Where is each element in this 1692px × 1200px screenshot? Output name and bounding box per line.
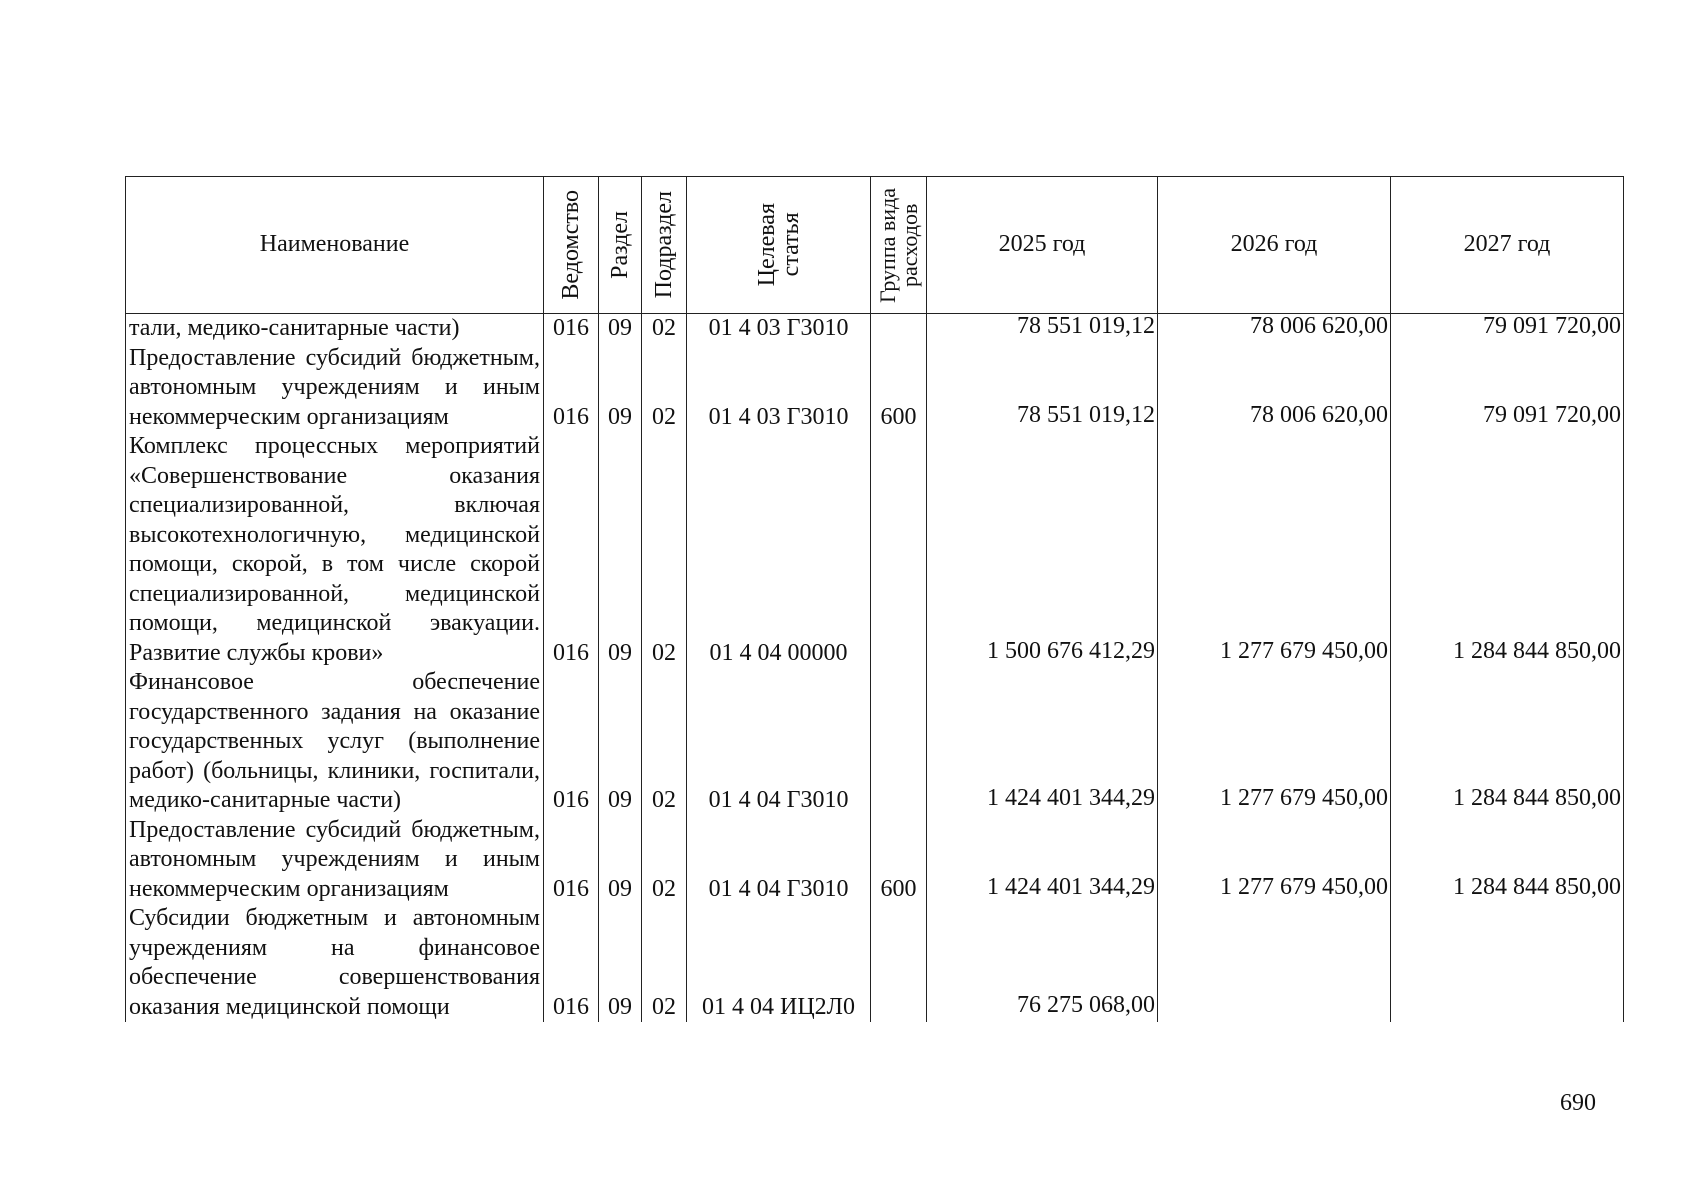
- row-subsection: 02: [642, 816, 687, 905]
- row-section: 09: [599, 668, 642, 816]
- row-name: Комплекс процессных мероприятий «Совершенствование оказания специализированной, включая высокотехнологичную, медицинской помощи, скорой, в том числе скорой специализированной, медицинской помощи, медицинской эвакуации. Развитие службы крови»: [126, 432, 544, 668]
- row-name: тали, медико-санитарные части): [126, 314, 544, 344]
- table-row: [126, 314, 1624, 344]
- header-expense-group: Группа вида расходов: [871, 177, 927, 314]
- row-2026: 1 277 679 450,00: [1158, 432, 1391, 668]
- row-2026: 1 277 679 450,00: [1158, 816, 1391, 905]
- row-name: Субсидии бюджетным и автономным учреждениям на финансовое обеспечение совершенствования оказания медицинской помощи: [126, 904, 544, 1022]
- row-2027: 1 284 844 850,00: [1391, 668, 1624, 816]
- row-name: Предоставление субсидий бюджетным, автономным учреждениям и иным некоммерческим организациям: [126, 816, 544, 905]
- row-2027: 1 284 844 850,00: [1391, 816, 1624, 905]
- row-2025: 1 424 401 344,29: [927, 816, 1158, 905]
- row-name: Предоставление субсидий бюджетным, автономным учреждениям и иным некоммерческим организациям: [126, 344, 544, 433]
- row-2025: 78 551 019,12: [927, 314, 1158, 344]
- row-subsection: 02: [642, 314, 687, 344]
- row-2027: 1 284 844 850,00: [1391, 432, 1624, 668]
- row-2026: 78 006 620,00: [1158, 344, 1391, 433]
- row-name: Финансовое обеспечение государственного задания на оказание государственных услуг (выполнение работ) (больницы, клиники, госпитали, медико-санитарные части): [126, 668, 544, 816]
- row-department: 016: [544, 344, 599, 433]
- row-department: 016: [544, 668, 599, 816]
- row-2025: 1 500 676 412,29: [927, 432, 1158, 668]
- row-expense-group: 600: [871, 816, 927, 905]
- row-department: 016: [544, 314, 599, 344]
- row-subsection: 02: [642, 432, 687, 668]
- header-target-item: Целевая статья: [687, 177, 871, 314]
- row-2027: 79 091 720,00: [1391, 314, 1624, 344]
- table-row: [126, 816, 1624, 905]
- table-row: [126, 668, 1624, 816]
- row-section: 09: [599, 314, 642, 344]
- header-year-2026: 2026 год: [1158, 177, 1391, 314]
- row-section: 09: [599, 816, 642, 905]
- row-target-item: 01 4 03 Г3010: [687, 344, 871, 433]
- header-year-2027: 2027 год: [1391, 177, 1624, 314]
- row-expense-group: [871, 314, 927, 344]
- row-subsection: 02: [642, 904, 687, 1022]
- header-department: Ведомство: [544, 177, 599, 314]
- header-name: Наименование: [126, 177, 544, 314]
- page-number: 690: [1560, 1090, 1596, 1116]
- header-subsection: Подраздел: [642, 177, 687, 314]
- row-2025: 78 551 019,12: [927, 344, 1158, 433]
- row-target-item: 01 4 04 Г3010: [687, 668, 871, 816]
- row-2026: [1158, 904, 1391, 1022]
- row-target-item: 01 4 04 Г3010: [687, 816, 871, 905]
- row-target-item: 01 4 03 Г3010: [687, 314, 871, 344]
- row-expense-group: 600: [871, 344, 927, 433]
- row-section: 09: [599, 432, 642, 668]
- table-row: [126, 344, 1624, 433]
- table-body: [126, 314, 1624, 1023]
- row-2025: 1 424 401 344,29: [927, 668, 1158, 816]
- budget-table: [125, 176, 1624, 1022]
- row-expense-group: [871, 432, 927, 668]
- table-row: [126, 432, 1624, 668]
- row-expense-group: [871, 904, 927, 1022]
- row-section: 09: [599, 344, 642, 433]
- row-department: 016: [544, 816, 599, 905]
- row-expense-group: [871, 668, 927, 816]
- row-target-item: 01 4 04 ИЦ2Л0: [687, 904, 871, 1022]
- row-2027: 79 091 720,00: [1391, 344, 1624, 433]
- row-2025: 76 275 068,00: [927, 904, 1158, 1022]
- row-section: 09: [599, 904, 642, 1022]
- row-2027: [1391, 904, 1624, 1022]
- row-subsection: 02: [642, 344, 687, 433]
- header-section: Раздел: [599, 177, 642, 314]
- table-row: [126, 904, 1624, 1022]
- header-year-2025: 2025 год: [927, 177, 1158, 314]
- row-target-item: 01 4 04 00000: [687, 432, 871, 668]
- row-2026: 78 006 620,00: [1158, 314, 1391, 344]
- row-2026: 1 277 679 450,00: [1158, 668, 1391, 816]
- row-department: 016: [544, 432, 599, 668]
- row-department: 016: [544, 904, 599, 1022]
- table-header: [126, 177, 1624, 314]
- row-subsection: 02: [642, 668, 687, 816]
